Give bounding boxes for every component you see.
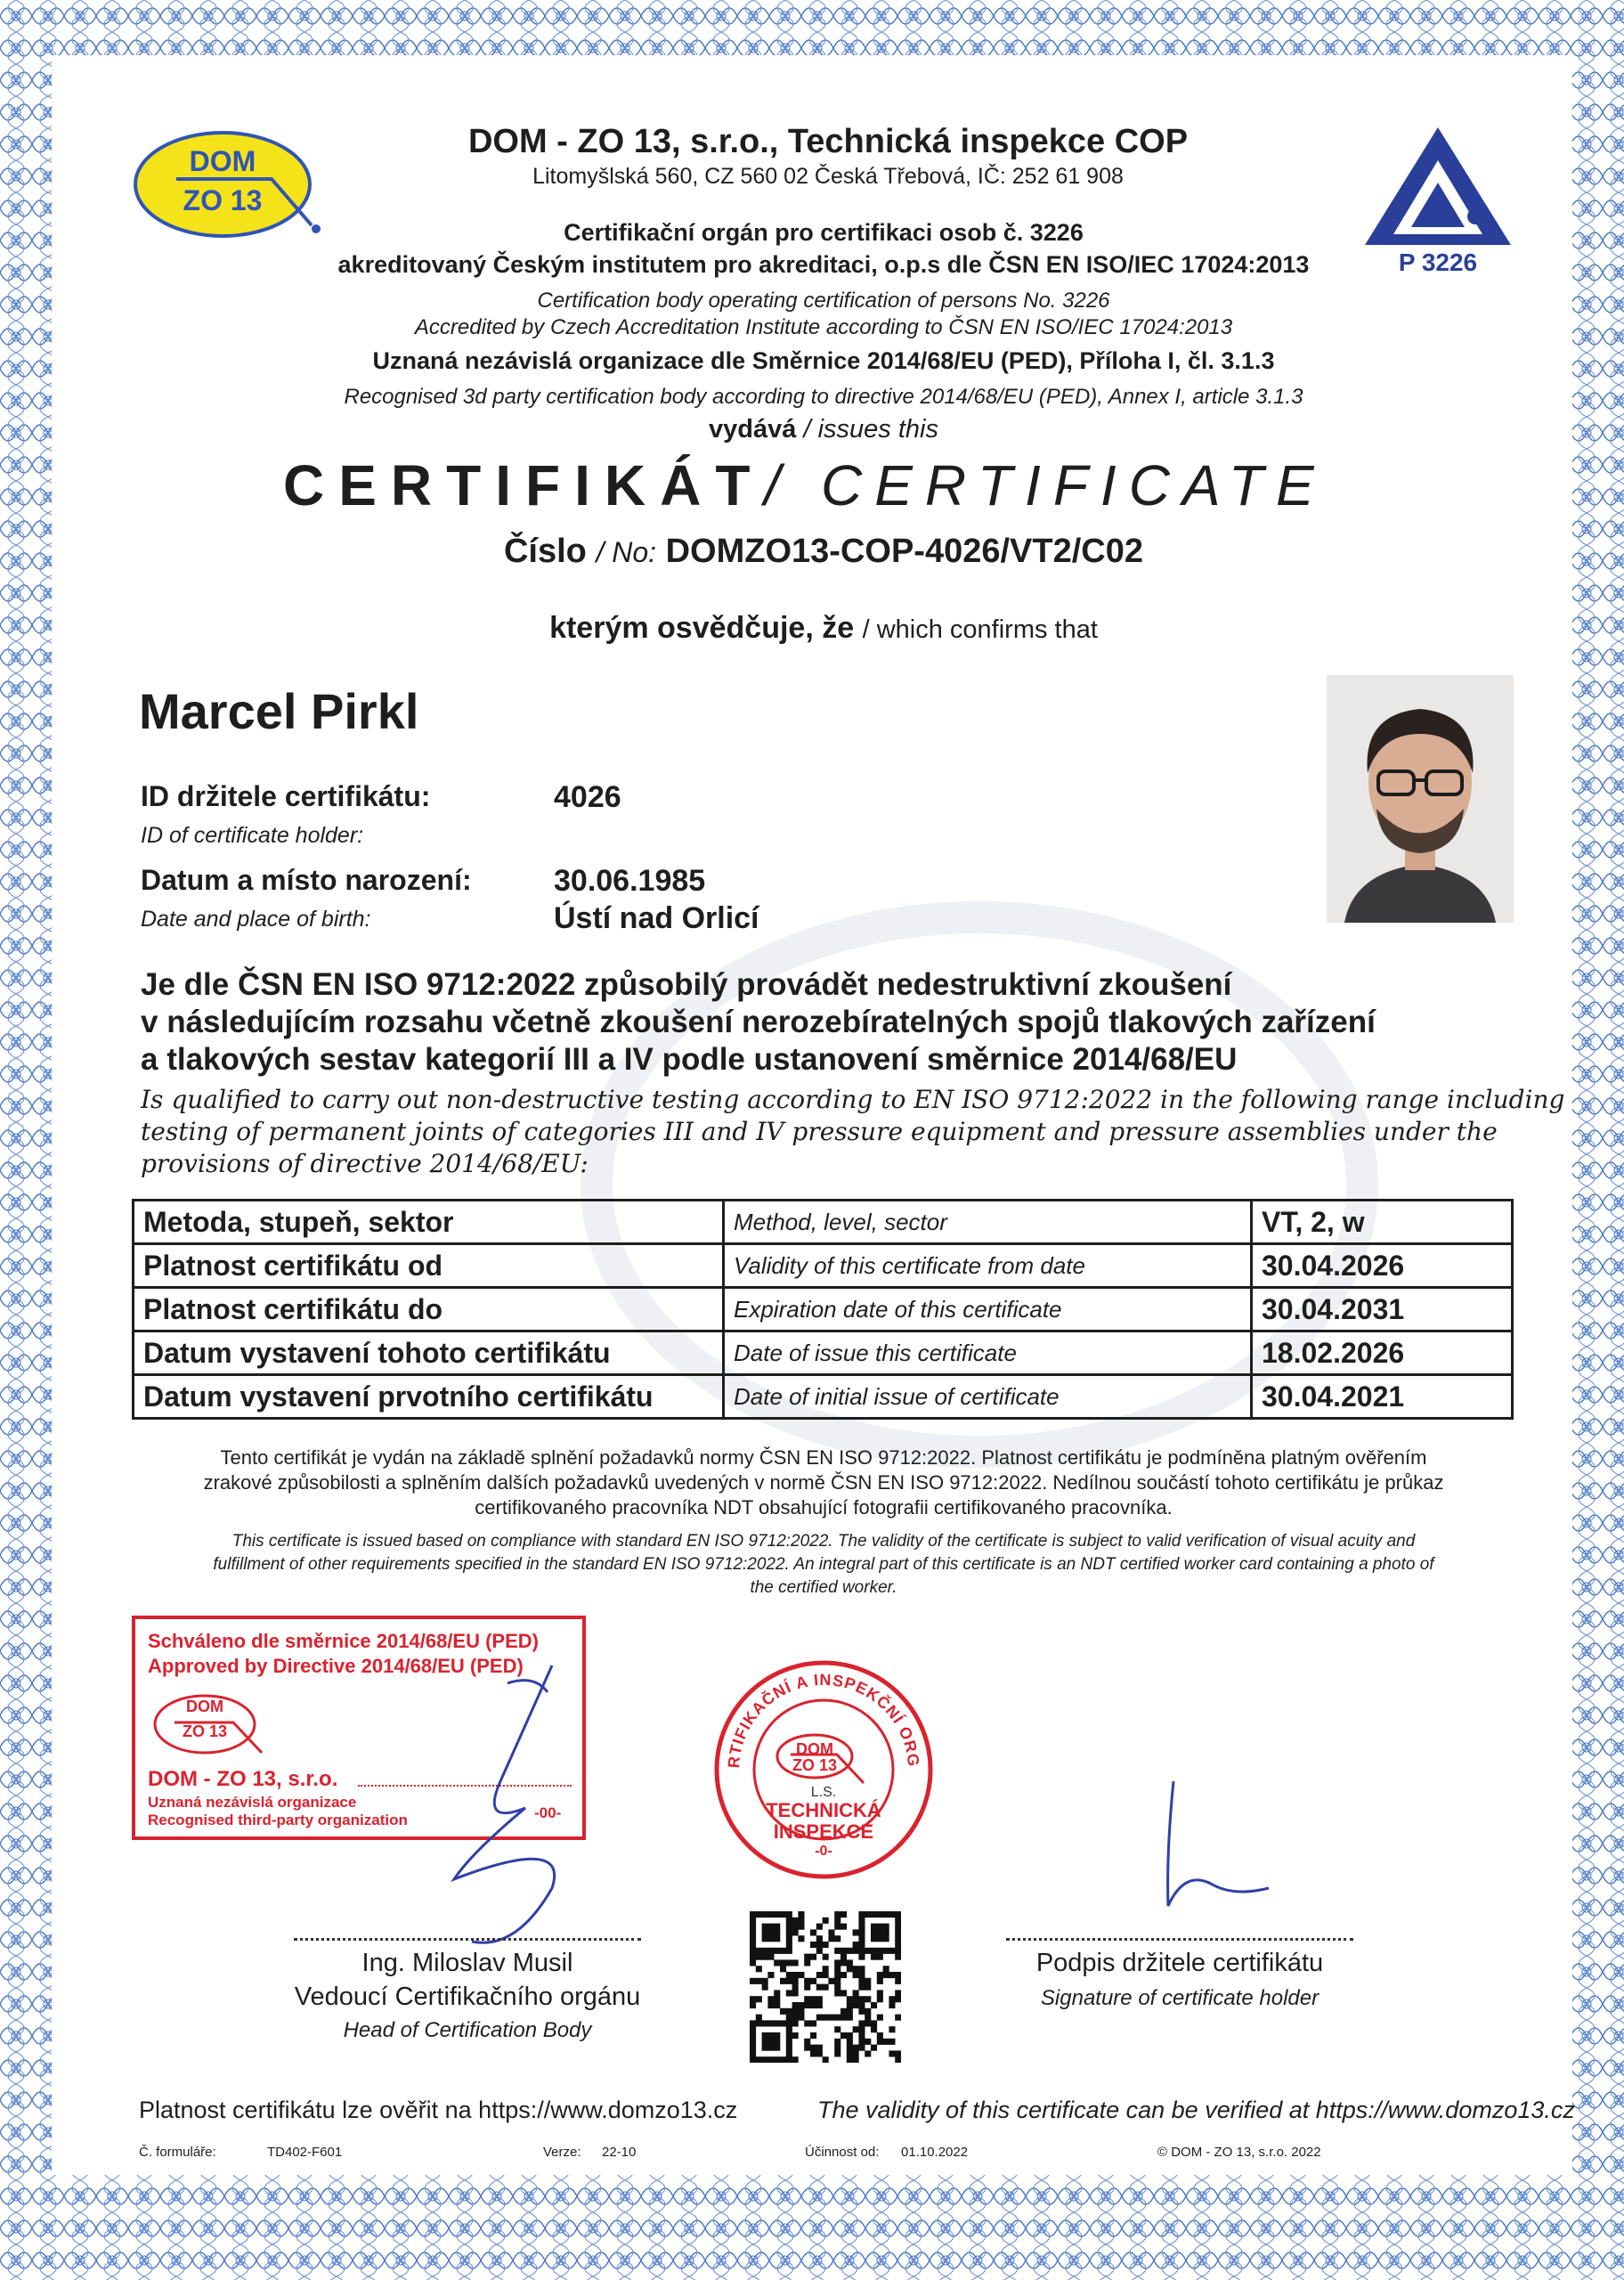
confirms-line bbox=[267, 611, 1380, 646]
holder-id: 4026 bbox=[554, 780, 621, 814]
footer-effective-value: 01.10.2022 bbox=[901, 2145, 969, 2160]
row-label-en: Method, level, sector bbox=[724, 1201, 1252, 1244]
holder-id-label-en: ID of certificate holder: bbox=[141, 823, 364, 848]
note-cz-line3: certifikovaného pracovníka NDT obsahující fotografii certifikovaného pracovníka. bbox=[475, 1496, 1173, 1519]
holder-signature-line bbox=[1006, 1938, 1353, 1941]
logo-text-zo13: ZO 13 bbox=[183, 184, 263, 216]
round-stamp bbox=[712, 1658, 935, 1881]
scope-en-line2: testing of permanent joints of categories III and IV pressure equipment and pressure assemblies under the bbox=[141, 1117, 1498, 1146]
row-label-en: Date of initial issue of certificate bbox=[724, 1375, 1252, 1419]
footer-verify-cz: Platnost certifikátu lze ověřit na https://www.domzo13.cz bbox=[139, 2097, 738, 2123]
round-stamp-code: -0- bbox=[815, 1844, 832, 1859]
ped-stamp-org-en: Recognised third-party organization bbox=[148, 1812, 408, 1828]
number-label-en: / No: bbox=[596, 536, 657, 568]
round-stamp-line1: TECHNICKÁ bbox=[766, 1799, 881, 1821]
issues-en: / issues this bbox=[803, 415, 938, 444]
note-cz-line2: zrakové způsobilosti a splněním dalších požadavků uvedených v normě ČSN EN ISO 9712:2022. Nedílnou součástí tohoto certifikátu je průkaz bbox=[203, 1471, 1444, 1494]
round-stamp-line2: INSPEKCE bbox=[773, 1820, 874, 1843]
scope-en-line3: provisions of directive 2014/68/EU: bbox=[141, 1149, 589, 1178]
row-label-cz: Platnost certifikátu od bbox=[134, 1244, 724, 1288]
holder-signature bbox=[1149, 1772, 1300, 1924]
ped-en: Recognised 3d party certification body according to directive 2014/68/EU (PED), Annex I, article 3.1.3 bbox=[344, 385, 1303, 409]
confirms-en: / which confirms that bbox=[862, 615, 1098, 644]
table-row bbox=[134, 1244, 1513, 1288]
row-value: 30.04.2031 bbox=[1252, 1288, 1513, 1331]
holder-signature-label-en: Signature of certificate holder bbox=[1040, 1986, 1320, 2010]
head-name: Ing. Miloslav Musil bbox=[361, 1949, 573, 1977]
qr-code bbox=[750, 1911, 901, 2063]
row-value: 30.04.2021 bbox=[1252, 1375, 1513, 1419]
logo-text-dom: DOM bbox=[189, 145, 256, 177]
birth-label-en: Date and place of birth: bbox=[141, 907, 371, 932]
note-en-line1: This certificate is issued based on compliance with standard EN ISO 9712:2022. The validity of the certificate is subject to valid verification of visual acuity and bbox=[231, 1532, 1416, 1551]
head-signature-line bbox=[294, 1938, 641, 1941]
round-logo-text2: ZO 13 bbox=[792, 1756, 838, 1774]
row-label-en: Expiration date of this certificate bbox=[724, 1288, 1252, 1331]
confirms-cz: kterým osvědčuje, že bbox=[549, 611, 855, 645]
row-label-en: Validity of this certificate from date bbox=[724, 1244, 1252, 1288]
issues-line bbox=[267, 415, 1380, 444]
birth-place: Ústí nad Orlicí bbox=[554, 901, 759, 935]
head-signature bbox=[418, 1657, 632, 1950]
number-label-cz: Číslo bbox=[503, 533, 587, 570]
scope-cz-line2: v následujícím rozsahu včetně zkoušení nerozebíratelných spojů tlakových zařízení bbox=[141, 1005, 1376, 1039]
row-value: 18.02.2026 bbox=[1252, 1331, 1513, 1375]
note-en-line2: fulfillment of other requirements specified in the standard EN ISO 9712:2022. An integral part of this certificate is an NDT certified worker card containing a photo of bbox=[213, 1555, 1434, 1574]
head-title-cz: Vedoucí Certifikačního orgánu bbox=[294, 1983, 641, 2011]
footer-copyright: © DOM - ZO 13, s.r.o. 2022 bbox=[1157, 2145, 1321, 2160]
certificate-title bbox=[283, 452, 1441, 518]
certificate-number-line bbox=[267, 533, 1380, 571]
footer-version-value: 22-10 bbox=[602, 2145, 637, 2160]
title-en: / CERTIFICATE bbox=[764, 453, 1327, 517]
holder-id-label: ID držitele certifikátu: bbox=[141, 780, 431, 812]
holder-name: Marcel Pirkl bbox=[139, 683, 419, 739]
row-value: VT, 2, w bbox=[1252, 1201, 1513, 1244]
ped-stamp-line1: Schváleno dle směrnice 2014/68/EU (PED) bbox=[148, 1630, 539, 1652]
cai-triangle-icon bbox=[1358, 120, 1518, 254]
accreditation-number: P 3226 bbox=[1398, 248, 1478, 276]
footer-verify-en: The validity of this certificate can be verified at https://www.domzo13.cz bbox=[817, 2097, 1575, 2123]
birth-date: 30.06.1985 bbox=[554, 864, 706, 898]
scope-en-line1: Is qualified to carry out non-destructive testing according to EN ISO 9712:2022 in the following range including bbox=[141, 1085, 1565, 1114]
row-label-cz: Metoda, stupeň, sektor bbox=[134, 1201, 724, 1244]
head-title-en: Head of Certification Body bbox=[343, 2018, 592, 2042]
table-row bbox=[134, 1201, 1513, 1244]
ped-stamp-line2: Approved by Directive 2014/68/EU (PED) bbox=[148, 1655, 524, 1677]
round-stamp-ls: L.S. bbox=[810, 1785, 837, 1800]
en-body-line2: Accredited by Czech Accreditation Institute according to ČSN EN ISO/IEC 17024:2013 bbox=[414, 315, 1233, 339]
note-en-line3: the certified worker. bbox=[750, 1578, 897, 1597]
scope-cz-line3: a tlakových sestav kategorií III a IV podle ustanovení směrnice 2014/68/EU bbox=[141, 1042, 1238, 1077]
footer-effective-label: Účinnost od: bbox=[805, 2145, 880, 2160]
holder-photo bbox=[1327, 675, 1514, 923]
issues-cz: vydává bbox=[709, 415, 797, 444]
note-cz-line1: Tento certifikát je vydán na základě splnění požadavků normy ČSN EN ISO 9712:2022. Platnost certifikátu je podmíněna platným ověřením bbox=[220, 1446, 1427, 1469]
round-logo-text1: DOM bbox=[796, 1740, 833, 1758]
footer-version-label: Verze: bbox=[543, 2145, 581, 2160]
cz-body-line1: Certifikační orgán pro certifikaci osob č. 3226 bbox=[564, 219, 1084, 246]
row-value: 30.04.2026 bbox=[1252, 1244, 1513, 1288]
footer-form-value: TD402-F601 bbox=[267, 2145, 343, 2160]
table-row bbox=[134, 1288, 1513, 1331]
ped-stamp-company: DOM - ZO 13, s.r.o. bbox=[148, 1767, 338, 1791]
holder-signature-label-cz: Podpis držitele certifikátu bbox=[1035, 1949, 1324, 1977]
row-label-cz: Datum vystavení prvotního certifikátu bbox=[134, 1375, 724, 1419]
footer-form-label: Č. formuláře: bbox=[139, 2145, 216, 2160]
row-label-cz: Datum vystavení tohoto certifikátu bbox=[134, 1331, 724, 1375]
table-row bbox=[134, 1331, 1513, 1375]
en-body-line1: Certification body operating certification of persons No. 3226 bbox=[537, 289, 1110, 313]
birth-label: Datum a místo narození: bbox=[141, 864, 472, 896]
cz-body-line2: akreditovaný Českým institutem pro akreditaci, o.p.s dle ČSN EN ISO/IEC 17024:2013 bbox=[337, 251, 1310, 278]
issuer-address: Litomyšlská 560, CZ 560 02 Česká Třebová, IČ: 252 61 908 bbox=[532, 164, 1124, 189]
row-label-en: Date of issue this certificate bbox=[724, 1331, 1252, 1375]
ped-logo-text2: ZO 13 bbox=[182, 1722, 228, 1740]
ped-logo-text1: DOM bbox=[186, 1698, 223, 1715]
ped-stamp-code: -00- bbox=[534, 1804, 562, 1821]
certificate-details-table bbox=[132, 1199, 1514, 1420]
ped-stamp-org-cz: Uznaná nezávislá organizace bbox=[148, 1794, 357, 1811]
issuer-name: DOM - ZO 13, s.r.o., Technická inspekce COP bbox=[467, 123, 1189, 160]
certificate-number: DOMZO13-COP-4026/VT2/C02 bbox=[665, 533, 1143, 570]
title-cz: CERTIFIKÁT bbox=[283, 453, 765, 517]
table-row bbox=[134, 1375, 1513, 1419]
accreditation-mark bbox=[1358, 120, 1518, 281]
scope-cz-line1: Je dle ČSN EN ISO 9712:2022 způsobilý provádět nedestruktivní zkoušení bbox=[141, 967, 1232, 1002]
row-label-cz: Platnost certifikátu do bbox=[134, 1288, 724, 1331]
round-stamp-arc-text: RTIFIKAČNÍ A INSPEKČNÍ ORG bbox=[724, 1670, 923, 1769]
ped-cz: Uznaná nezávislá organizace dle Směrnice 2014/68/EU (PED), Příloha I, čl. 3.1.3 bbox=[372, 347, 1275, 374]
